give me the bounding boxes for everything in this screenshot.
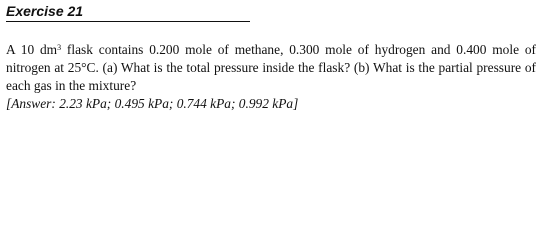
exercise-question (6, 41, 536, 113)
question-text-rest: flask contains 0.200 mole of methane, 0.300 mole of hydrogen and 0.400 mole of nitrogen at 25°C. (a) What is the total pressure inside the flask? (b) What is the partial pressure of each gas in the mixture? (6, 42, 536, 93)
question-text-start: A 10 dm (6, 42, 58, 57)
cubic-superscript: 3 (57, 43, 62, 52)
exercise-answer: [Answer: 2.23 kPa; 0.495 kPa; 0.744 kPa; 0.992 kPa] (6, 96, 299, 111)
exercise-title: Exercise 21 (6, 3, 250, 22)
